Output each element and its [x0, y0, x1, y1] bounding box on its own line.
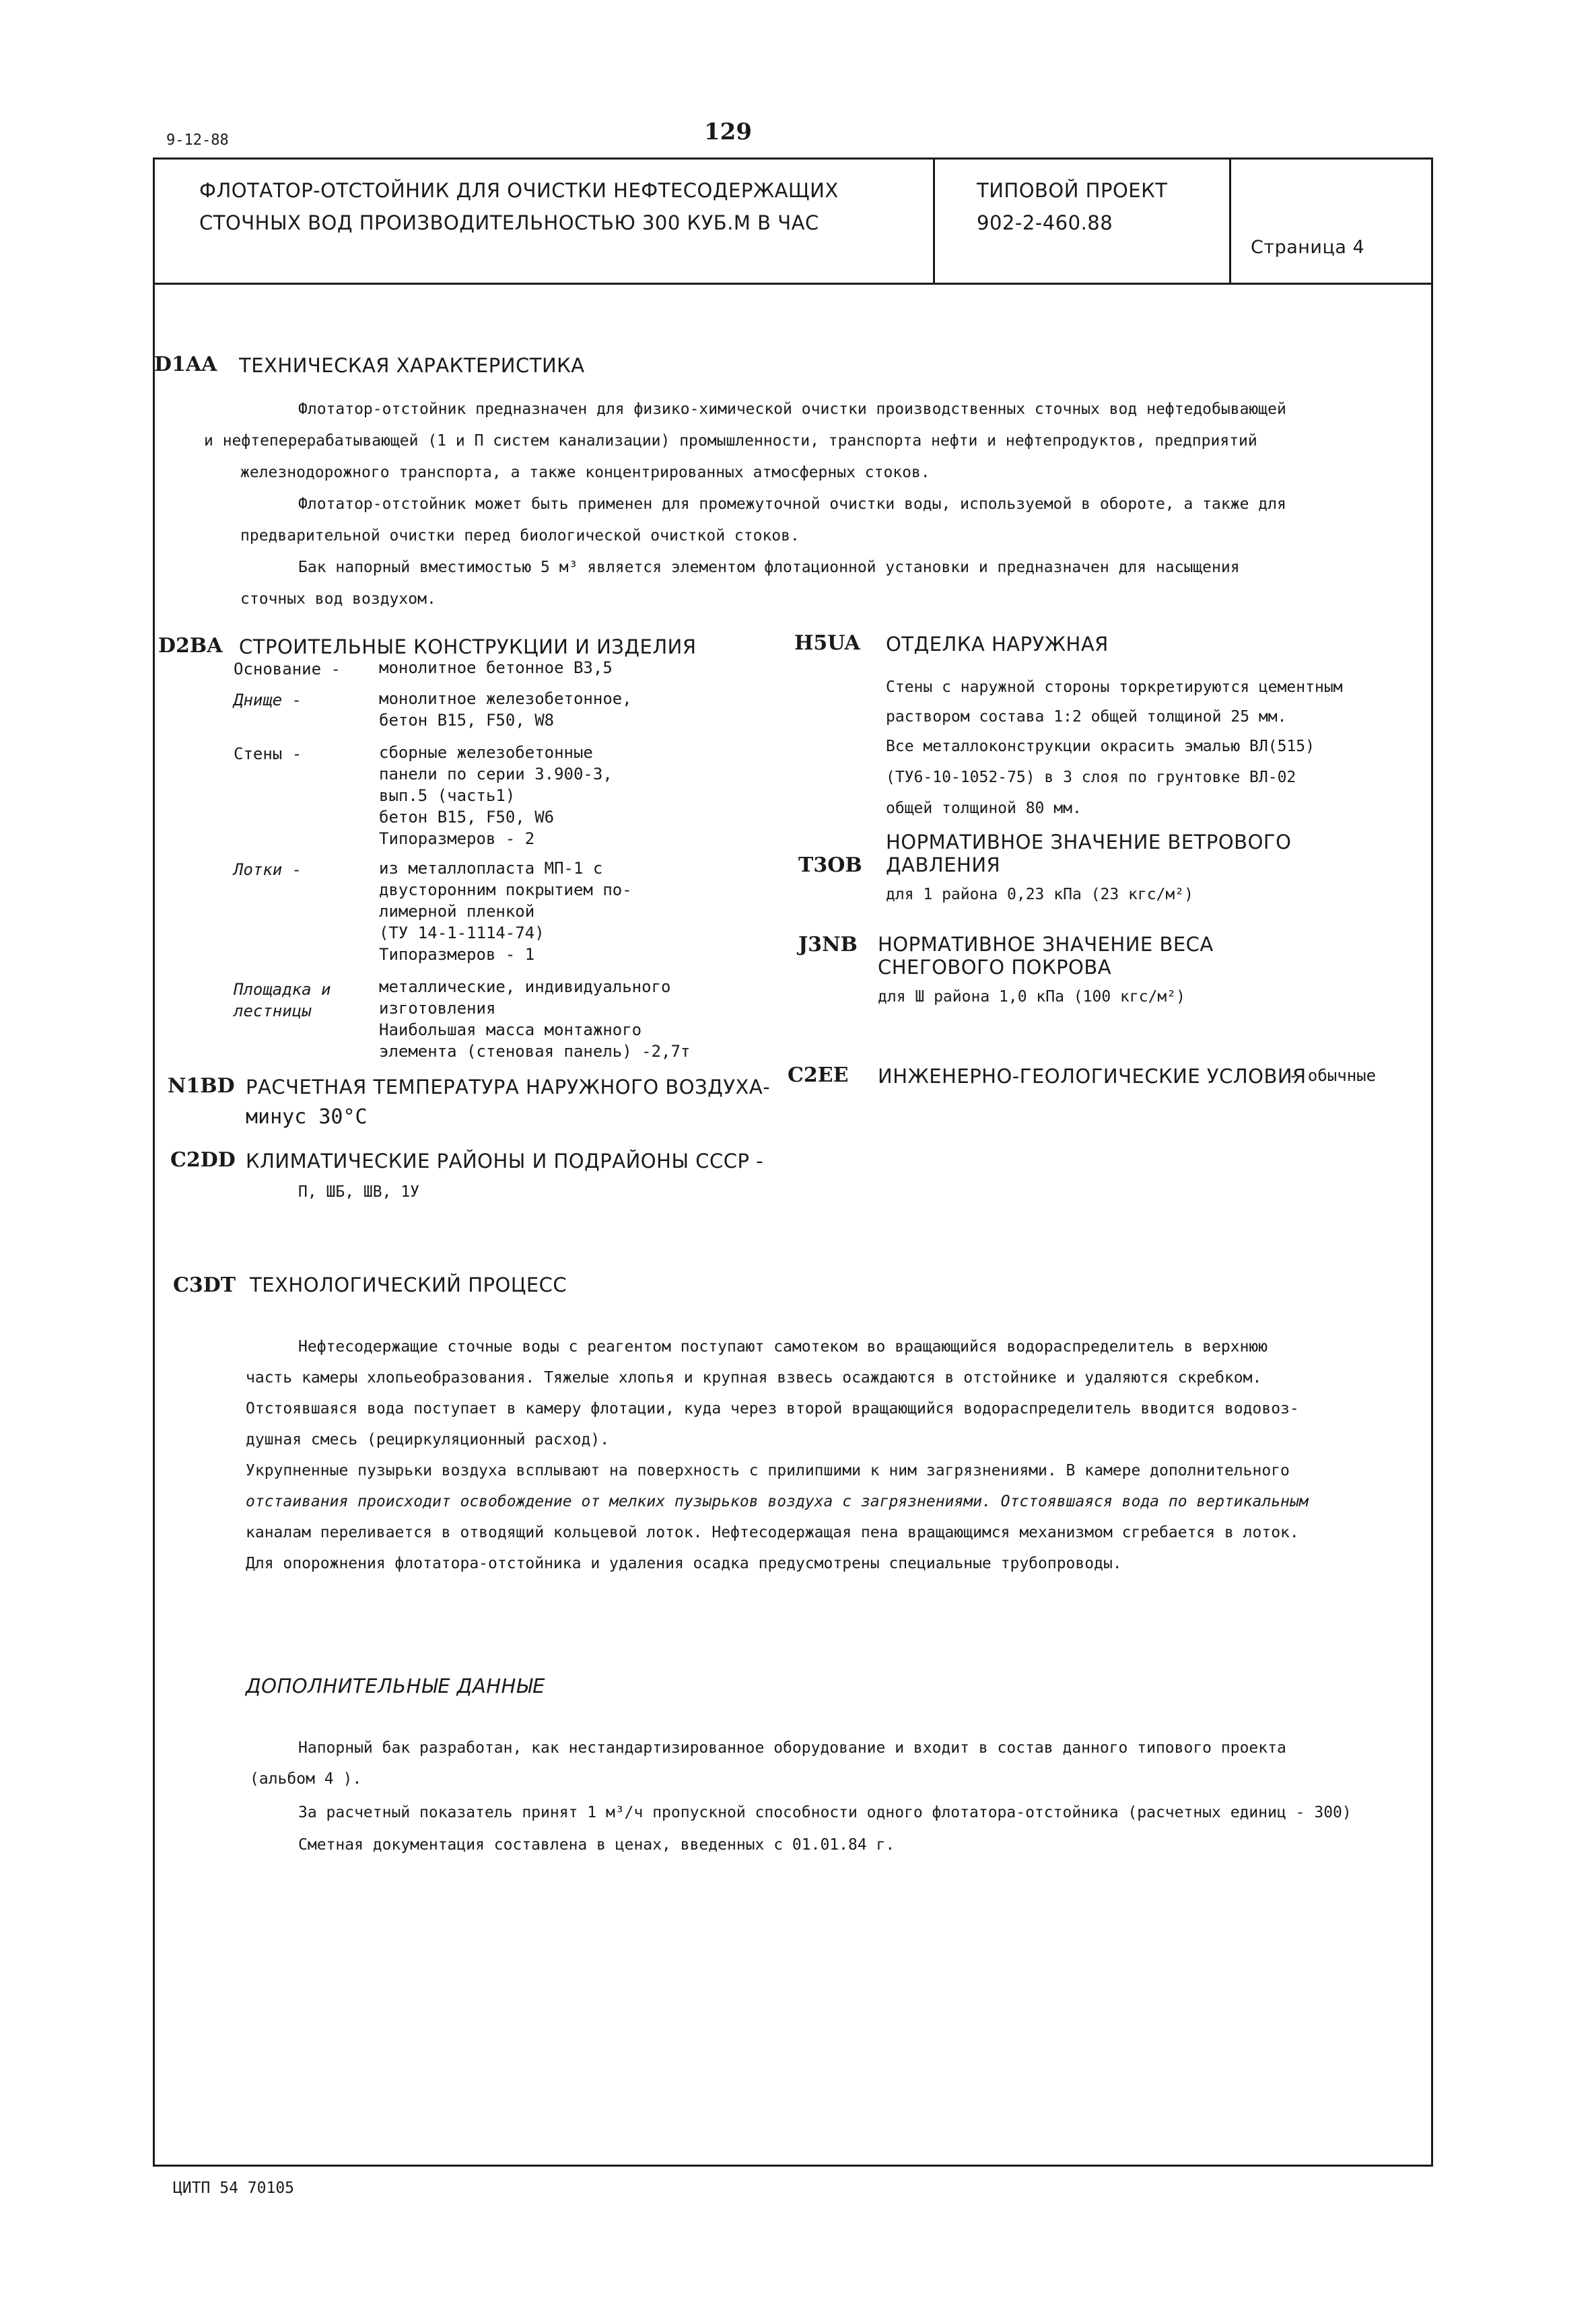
item-value-line: сборные железобетонные — [379, 743, 593, 762]
title-block-divider — [153, 283, 1433, 285]
section-title: КЛИМАТИЧЕСКИЕ РАЙОНЫ И ПОДРАЙОНЫ СССР - — [246, 1150, 764, 1172]
section-code: C3DT — [173, 1273, 236, 1297]
section-title: НОРМАТИВНОЕ ЗНАЧЕНИЕ ВЕТРОВОГО — [886, 831, 1292, 853]
section-code: D1AA — [154, 353, 217, 376]
section-title: СТРОИТЕЛЬНЫЕ КОНСТРУКЦИИ И ИЗДЕЛИЯ — [239, 635, 697, 658]
paragraph-line: Флотатор-отстойник предназначен для физико-химической очистки производственных сточных вод нефтедобывающей — [298, 400, 1286, 418]
item-value-line: монолитное бетонное В3,5 — [379, 658, 613, 677]
paragraph-line: и нефтеперерабатывающей (1 и П систем канализации) промышленности, транспорта нефти и нефтепродуктов, предприятий — [204, 432, 1257, 450]
paragraph-line: общей толщиной 80 мм. — [886, 800, 1082, 817]
item-value-line: металлические, индивидуального — [379, 977, 671, 996]
paragraph-line: каналам переливается в отводящий кольцевой лоток. Нефтесодержащая пена вращающимся механизмом сгребается в лоток. — [246, 1524, 1299, 1541]
paragraph-line: Напорный бак разработан, как нестандартизированное оборудование и входит в состав данного типового проекта — [298, 1739, 1286, 1757]
paragraph-line: душная смесь (рециркуляционный расход). — [246, 1431, 610, 1448]
section-title: ДОПОЛНИТЕЛЬНЫЕ ДАННЫЕ — [246, 1675, 545, 1698]
paragraph-line: Отстоявшаяся вода поступает в камеру флотации, куда через второй вращающийся водораспределитель вводится водовоз- — [246, 1400, 1299, 1418]
paragraph-line: железнодорожного транспорта, а также концентрированных атмосферных стоков. — [240, 464, 930, 481]
item-value-line: монолитное железобетонное, — [379, 689, 632, 708]
paragraph-line: (ТУ6-10-1052-75) в 3 слоя по грунтовке ВЛ-02 — [886, 769, 1296, 786]
section-code: C2DD — [170, 1148, 236, 1172]
section-code: C2EE — [788, 1063, 849, 1087]
paragraph-line: Для опорожнения флотатора-отстойника и удаления осадка предусмотрены специальные трубопроводы. — [246, 1555, 1122, 1572]
section-title: ОТДЕЛКА НАРУЖНАЯ — [886, 633, 1109, 656]
item-value-line: двусторонним покрытием по- — [379, 880, 632, 899]
section-title: НОРМАТИВНОЕ ЗНАЧЕНИЕ ВЕСА — [878, 933, 1214, 956]
item-label-foundation: Основание - — [234, 660, 341, 678]
climate-value: П, ШБ, ШВ, 1У — [298, 1183, 420, 1201]
section-title: ТЕХНИЧЕСКАЯ ХАРАКТЕРИСТИКА — [239, 354, 585, 377]
section-code: D2BA — [158, 634, 223, 658]
section-title: ДАВЛЕНИЯ — [886, 853, 1001, 876]
paragraph-line: предварительной очистки перед биологической очисткой стоков. — [240, 527, 800, 545]
footer-stamp: ЦИТП 54 70105 — [173, 2179, 295, 2197]
paragraph-line: Бак напорный вместимостью 5 м³ является элементом флотационной установки и предназначен для насыщения — [298, 559, 1240, 576]
paragraph-line: Стены с наружной стороны торкретируются цементным — [886, 678, 1343, 696]
paragraph-line: За расчетный показатель принят 1 м³/ч пропускной способности одного флотатора-отстойника (расчетных единиц - 300) — [298, 1804, 1352, 1821]
section-code: H5UA — [794, 631, 860, 655]
paragraph-line: часть камеры хлопьеобразования. Тяжелые хлопья и крупная взвесь осаждаются в отстойнике и удаляются скребком. — [246, 1369, 1262, 1387]
paragraph-line: Укрупненные пузырьки воздуха всплывают на поверхность с прилипшими к ним загрязнениями. В камере дополнительного — [246, 1462, 1290, 1479]
section-title: ИНЖЕНЕРНО-ГЕОЛОГИЧЕСКИЕ УСЛОВИЯ — [878, 1065, 1307, 1088]
item-value-line: вып.5 (часть1) — [379, 786, 516, 805]
item-value-line: панели по серии 3.900-3, — [379, 765, 613, 783]
paragraph-line: Сметная документация составлена в ценах, введенных с 01.01.84 г. — [298, 1836, 895, 1854]
project-label: ТИПОВОЙ ПРОЕКТ — [977, 179, 1168, 202]
item-value-line: бетон В15, F50, W8 — [379, 711, 555, 730]
item-value-line: Типоразмеров - 2 — [379, 829, 535, 848]
item-label-walls: Стены - — [234, 744, 302, 763]
section-title: СНЕГОВОГО ПОКРОВА — [878, 956, 1112, 979]
project-number: 902-2-460.88 — [977, 211, 1113, 234]
item-label-trays: Лотки - — [234, 860, 302, 879]
section-title: ТЕХНОЛОГИЧЕСКИЙ ПРОЦЕСС — [250, 1273, 567, 1296]
page-label: Страница 4 — [1251, 237, 1365, 258]
item-value-line: Наибольшая масса монтажного — [379, 1020, 642, 1039]
section-code: N1BD — [168, 1074, 235, 1098]
item-value-line: из металлопласта МП-1 с — [379, 859, 603, 878]
item-label-platforms: Площадка и лестницы — [234, 980, 331, 1020]
item-value-line: Типоразмеров - 1 — [379, 945, 535, 964]
section-code: J3NB — [798, 933, 858, 956]
paragraph-line: Нефтесодержащие сточные воды с реагентом поступают самотеком во вращающийся водораспределитель в верхнюю — [298, 1338, 1268, 1356]
item-value-line: лимерной пленкой — [379, 902, 535, 921]
paragraph-line: Все металлоконструкции окрасить эмалью ВЛ(515) — [886, 738, 1315, 755]
paragraph-line: Флотатор-отстойник может быть применен для промежуточной очистки воды, используемой в обороте, а также для — [298, 495, 1286, 513]
doc-title-line1: ФЛОТАТОР-ОТСТОЙНИК ДЛЯ ОЧИСТКИ НЕФТЕСОДЕРЖАЩИХ — [199, 179, 839, 202]
geology-value: - обычные — [1288, 1066, 1377, 1085]
wind-value: для 1 района 0,23 кПа (23 кгс/м²) — [886, 886, 1193, 903]
temperature-value: минус 30°С — [246, 1105, 368, 1129]
paragraph-line: сточных вод воздухом. — [240, 590, 436, 608]
snow-value: для Ш района 1,0 кПа (100 кгс/м²) — [878, 988, 1185, 1006]
paragraph-line: (альбом 4 ). — [250, 1770, 362, 1788]
item-value-line: (ТУ 14-1-1114-74) — [379, 923, 545, 942]
section-title: РАСЧЕТНАЯ ТЕМПЕРАТУРА НАРУЖНОГО ВОЗДУХА- — [246, 1076, 771, 1098]
item-value-line: изготовления — [379, 999, 496, 1018]
paragraph-line: раствором состава 1:2 общей толщиной 25 мм. — [886, 708, 1287, 726]
item-value-line: бетон В15, F50, W6 — [379, 808, 555, 827]
paragraph-line: отстаивания происходит освобождение от мелких пузырьков воздуха с загрязнениями. Отстоявшаяся вода по вертикальным — [246, 1493, 1309, 1510]
sheet-date: 9-12-88 — [166, 132, 229, 149]
item-label-bottom: Днище - — [234, 691, 302, 709]
title-block-col-2 — [1229, 158, 1231, 283]
doc-title-line2: СТОЧНЫХ ВОД ПРОИЗВОДИТЕЛЬНОСТЬЮ 300 КУБ.М В ЧАС — [199, 211, 819, 234]
item-value-line: элемента (стеновая панель) -2,7т — [379, 1042, 691, 1061]
title-block-col-1 — [933, 158, 935, 283]
section-code: Т3ОВ — [798, 853, 862, 877]
page-number: 129 — [704, 118, 752, 145]
